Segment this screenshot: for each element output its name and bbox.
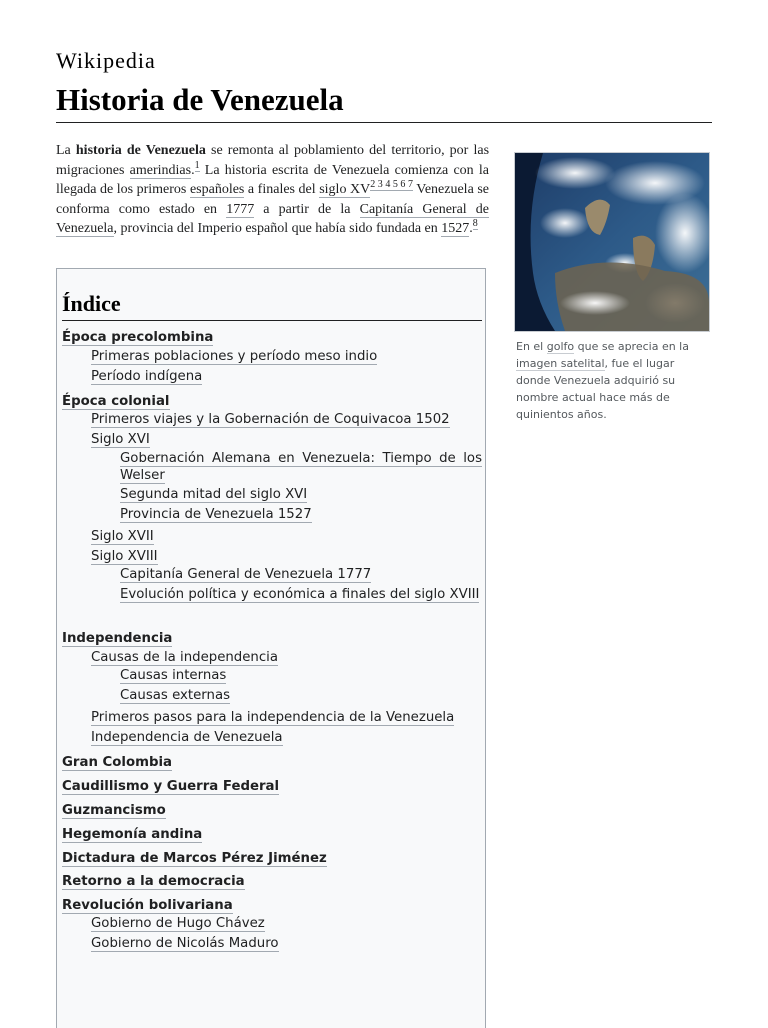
caption-link-golfo[interactable]: golfo [546,340,575,353]
toc-item-label: Época precolombina [62,330,214,345]
link-siglo-xv[interactable]: siglo XV [319,182,371,197]
caption-text-3: , fue el lugar donde Venezuela adquirió su nombre actual hace más de quinientos años. [516,357,676,421]
table-of-contents [56,268,486,1028]
toc-item-label: Siglo XVII [91,529,154,544]
toc-item-label: Hegemonía andina [62,827,203,842]
intro-text-5: Venezuela se conforma como estado en [56,182,489,217]
toc-item[interactable] [120,687,482,704]
ref-1[interactable]: 1 [194,159,200,171]
toc-item[interactable] [62,393,170,410]
intro-bold-term: historia de Venezuela [75,143,206,158]
link-1777[interactable]: 1777 [226,201,255,217]
toc-item-label: Revolución bolivariana [62,898,233,913]
toc-item[interactable] [120,586,482,603]
toc-item[interactable] [62,329,213,346]
link-1527[interactable]: 1527 [441,221,470,236]
toc-item-label: Gran Colombia [62,755,173,770]
intro-text-1: La [56,143,76,158]
toc-item[interactable] [91,348,482,365]
toc-item[interactable] [62,873,245,890]
wikipedia-logo[interactable]: Wikipedia [56,48,156,73]
toc-item-label: Primeros viajes y la Gobernación de Coquivacoa 1502 [91,412,450,427]
toc-item[interactable] [62,897,233,914]
toc-title: Índice [62,291,482,321]
toc-item[interactable] [62,802,166,819]
ref-8[interactable]: 8 [472,218,478,230]
toc-item-label: Primeros pasos para la independencia de la Venezuela [91,710,455,725]
toc-item-label: Siglo XVIII [91,549,158,564]
caption-text-2: que se aprecia en la [574,340,689,353]
link-espanoles[interactable]: españoles [189,182,245,197]
caption-link-imagen-satelital[interactable]: imagen satelital [516,357,605,370]
toc-item[interactable] [62,778,279,795]
toc-item-label: Independencia de Venezuela [91,730,283,745]
toc-item-label: Caudillismo y Guerra Federal [62,779,280,794]
intro-text-4: a finales del [244,182,320,197]
toc-item[interactable] [91,368,482,385]
toc-item[interactable] [120,667,482,684]
toc-item-label: Primeras poblaciones y período meso indio [91,349,378,364]
toc-item-label: Causas externas [120,688,231,703]
toc-item[interactable] [120,450,482,484]
toc-item[interactable] [91,935,482,952]
toc-item-label: Época colonial [62,394,170,409]
toc-item[interactable] [91,649,482,666]
refs-2-7[interactable]: 2 3 4 5 6 7 [370,179,413,191]
infobox [514,152,708,423]
toc-item-label: Dictadura de Marcos Pérez Jiménez [62,851,327,866]
satellite-image[interactable] [514,152,710,332]
toc-item[interactable] [91,411,482,428]
toc-item-label: Período indígena [91,369,203,384]
toc-item[interactable] [91,431,482,448]
toc-item[interactable] [91,528,482,545]
toc-item[interactable] [62,754,172,771]
toc-item-label: Causas internas [120,668,227,683]
toc-item-label: Capitanía General de Venezuela 1777 [120,567,372,582]
toc-item-label: Guzmancismo [62,803,166,818]
toc-item-label: Retorno a la democracia [62,874,245,889]
toc-item-label: Gobierno de Nicolás Maduro [91,936,279,951]
toc-item[interactable] [91,709,482,726]
toc-item-label: Gobernación Alemana en Venezuela: Tiempo de los Welser [120,451,482,483]
toc-item-label: Gobierno de Hugo Chávez [91,916,265,931]
intro-paragraph: La historia de Venezuela se remonta al poblamiento del territorio, por las migraciones amerindias.$^1$ La historia escrita de Venezuela comienza con la llegada de los primeros españoles a finales del siglo $XV^{2 3 4 5 6 7}$ Venezuela se conforma como estado en 1777 a partir de la Capitanía General de Venezuela, provincia del Imperio español que había sido fundada en 1527.$^8$ [56,143,490,236]
intro-text-3: La historia escrita de Venezuela comienza con la llegada de los primeros [56,162,489,197]
image-caption [514,338,708,423]
toc-item-label: Provincia de Venezuela 1527 [120,507,312,522]
intro-text-8: . [469,221,473,236]
toc-item[interactable] [120,506,482,523]
intro-text-7: , provincia del Imperio español que había sido fundada en [113,221,442,236]
toc-item-label: Evolución política y económica a finales del siglo XVIII [120,587,480,602]
toc-item[interactable] [120,486,482,503]
toc-item[interactable] [91,548,482,565]
toc-item[interactable] [91,729,482,746]
intro-text-2: se remonta al poblamiento del territorio, por las migraciones [56,143,490,178]
toc-item-label: Segunda mitad del siglo XVI [120,487,308,502]
caption-text-1: En el [516,340,547,353]
page-title: Historia de Venezuela [56,82,712,123]
toc-item[interactable] [62,630,172,647]
toc-item-label: Siglo XVI [91,432,150,447]
toc-item[interactable] [120,566,482,583]
toc-item-label: Independencia [62,631,173,646]
link-capitania-general[interactable]: Capitanía General de Venezuela [56,201,489,236]
toc-item[interactable] [62,826,202,843]
link-amerindias[interactable]: amerindias [129,162,192,178]
intro-text-6: a partir de la [254,201,360,217]
toc-item[interactable] [91,915,482,932]
toc-item[interactable] [62,850,327,867]
toc-item-label: Causas de la independencia [91,650,279,665]
